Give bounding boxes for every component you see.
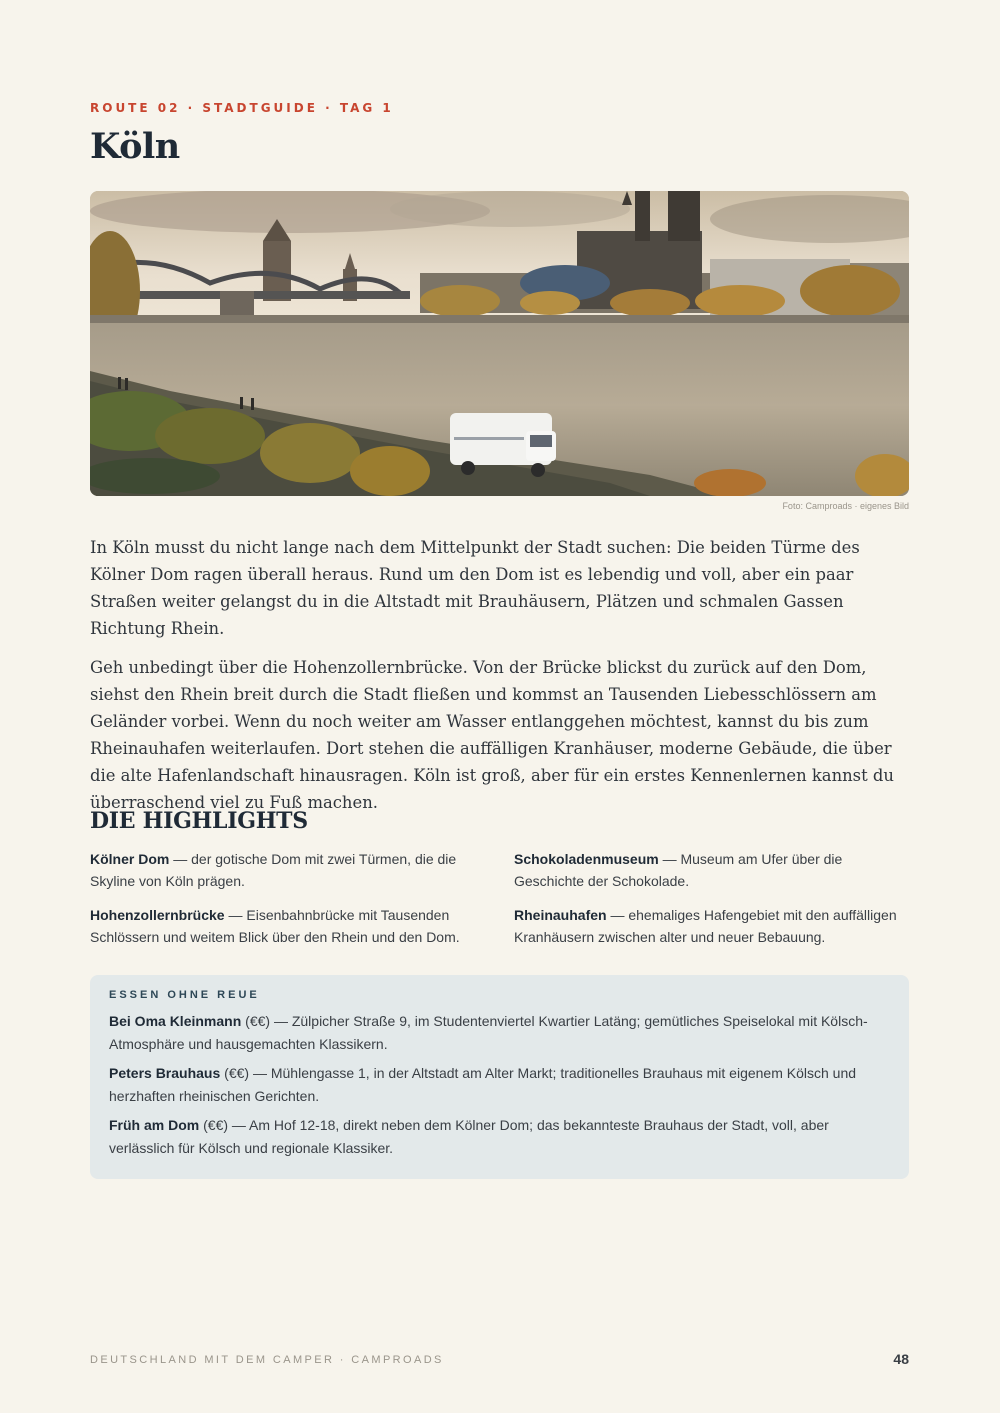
restaurant-item — [109, 1010, 879, 1056]
highlight-name: Schokoladenmuseum — [514, 851, 659, 867]
highlight-desc: — Museum am Ufer über die Geschichte der Schokolade. — [514, 851, 843, 889]
highlight-name: Hohenzollernbrücke — [90, 907, 225, 923]
intro-paragraph: Geh unbedingt über die Hohenzollernbrücke. Von der Brücke blickst du zurück auf den Dom, siehst den Rhein breit durch die Stadt fließen und kommst an Tausenden Liebesschlössern am Geländer vorbei. Wenn du noch weiter am Wasser entlanggehen möchtest, kannst du bis zum Rheinauhafen weiterlaufen. Dort stehen die auffälligen Kranhäuser, moderne Gebäude, die über die alte Hafenlandschaft hinausragen. Köln ist groß, aber für ein erstes Kennenlernen kannst du überraschend viel zu Fuß machen. — [90, 658, 894, 812]
restaurant-item — [109, 1062, 879, 1108]
highlight-item — [90, 904, 490, 948]
restaurant-item — [109, 1114, 879, 1160]
page-number: 48 — [893, 1351, 909, 1367]
highlights-heading: DIE HIGHLIGHTS — [90, 808, 308, 834]
food-box — [90, 975, 909, 1179]
intro-paragraph: In Köln musst du nicht lange nach dem Mittelpunkt der Stadt suchen: Die beiden Türme des Kölner Dom ragen überall heraus. Rund um den Dom ist es lebendig und voll, aber ein paar Straßen weiter gelangst du in die Altstadt mit Brauhäusern, Plätzen und schmalen Gassen Richtung Rhein. — [90, 538, 860, 638]
highlight-item — [514, 848, 909, 892]
restaurant-desc: (€€) — Am Hof 12-18, direkt neben dem Kölner Dom; das bekannteste Brauhaus der Stadt, voll, aber verlässlich für Kölsch und regionale Klassiker. — [109, 1117, 829, 1156]
restaurant-desc: (€€) — Zülpicher Straße 9, im Studentenviertel Kwartier Latäng; gemütliches Speiselokal mit Kölsch-Atmosphäre und hausgemachten Klassikern. — [109, 1013, 868, 1052]
highlight-item — [514, 904, 909, 948]
cologne-riverside-illustration — [90, 191, 909, 496]
restaurant-desc: (€€) — Mühlengasse 1, in der Altstadt am Alter Markt; traditionelles Brauhaus mit eigenem Kölsch und herzhaften rheinischen Gerichten. — [109, 1065, 857, 1104]
highlight-desc: — Eisenbahnbrücke mit Tausenden Schlössern und weitem Blick über den Rhein und den Dom. — [90, 907, 460, 945]
food-heading: ESSEN OHNE REUE — [109, 989, 260, 1001]
restaurant-name: Früh am Dom — [109, 1117, 200, 1133]
photo-credit: Foto: Camproads · eigenes Bild — [782, 501, 909, 511]
highlight-name: Rheinauhafen — [514, 907, 607, 923]
highlight-desc: — der gotische Dom mit zwei Türmen, die die Skyline von Köln prägen. — [90, 851, 457, 889]
restaurant-name: Peters Brauhaus — [109, 1065, 221, 1081]
route-kicker: ROUTE 02 · STADTGUIDE · TAG 1 — [90, 101, 394, 115]
highlight-name: Kölner Dom — [90, 851, 170, 867]
food-list — [109, 1010, 879, 1166]
page-title: Köln — [90, 126, 180, 167]
highlight-desc: — ehemaliges Hafengebiet mit den auffälligen Kranhäusern zwischen alter und neuer Bebauung. — [514, 907, 897, 945]
footer-publication: DEUTSCHLAND MIT DEM CAMPER · CAMPROADS — [90, 1354, 444, 1366]
restaurant-name: Bei Oma Kleinmann — [109, 1013, 242, 1029]
highlights-list — [90, 848, 909, 948]
highlight-item — [90, 848, 490, 892]
intro-text — [90, 534, 909, 828]
hero-photo — [90, 191, 909, 496]
